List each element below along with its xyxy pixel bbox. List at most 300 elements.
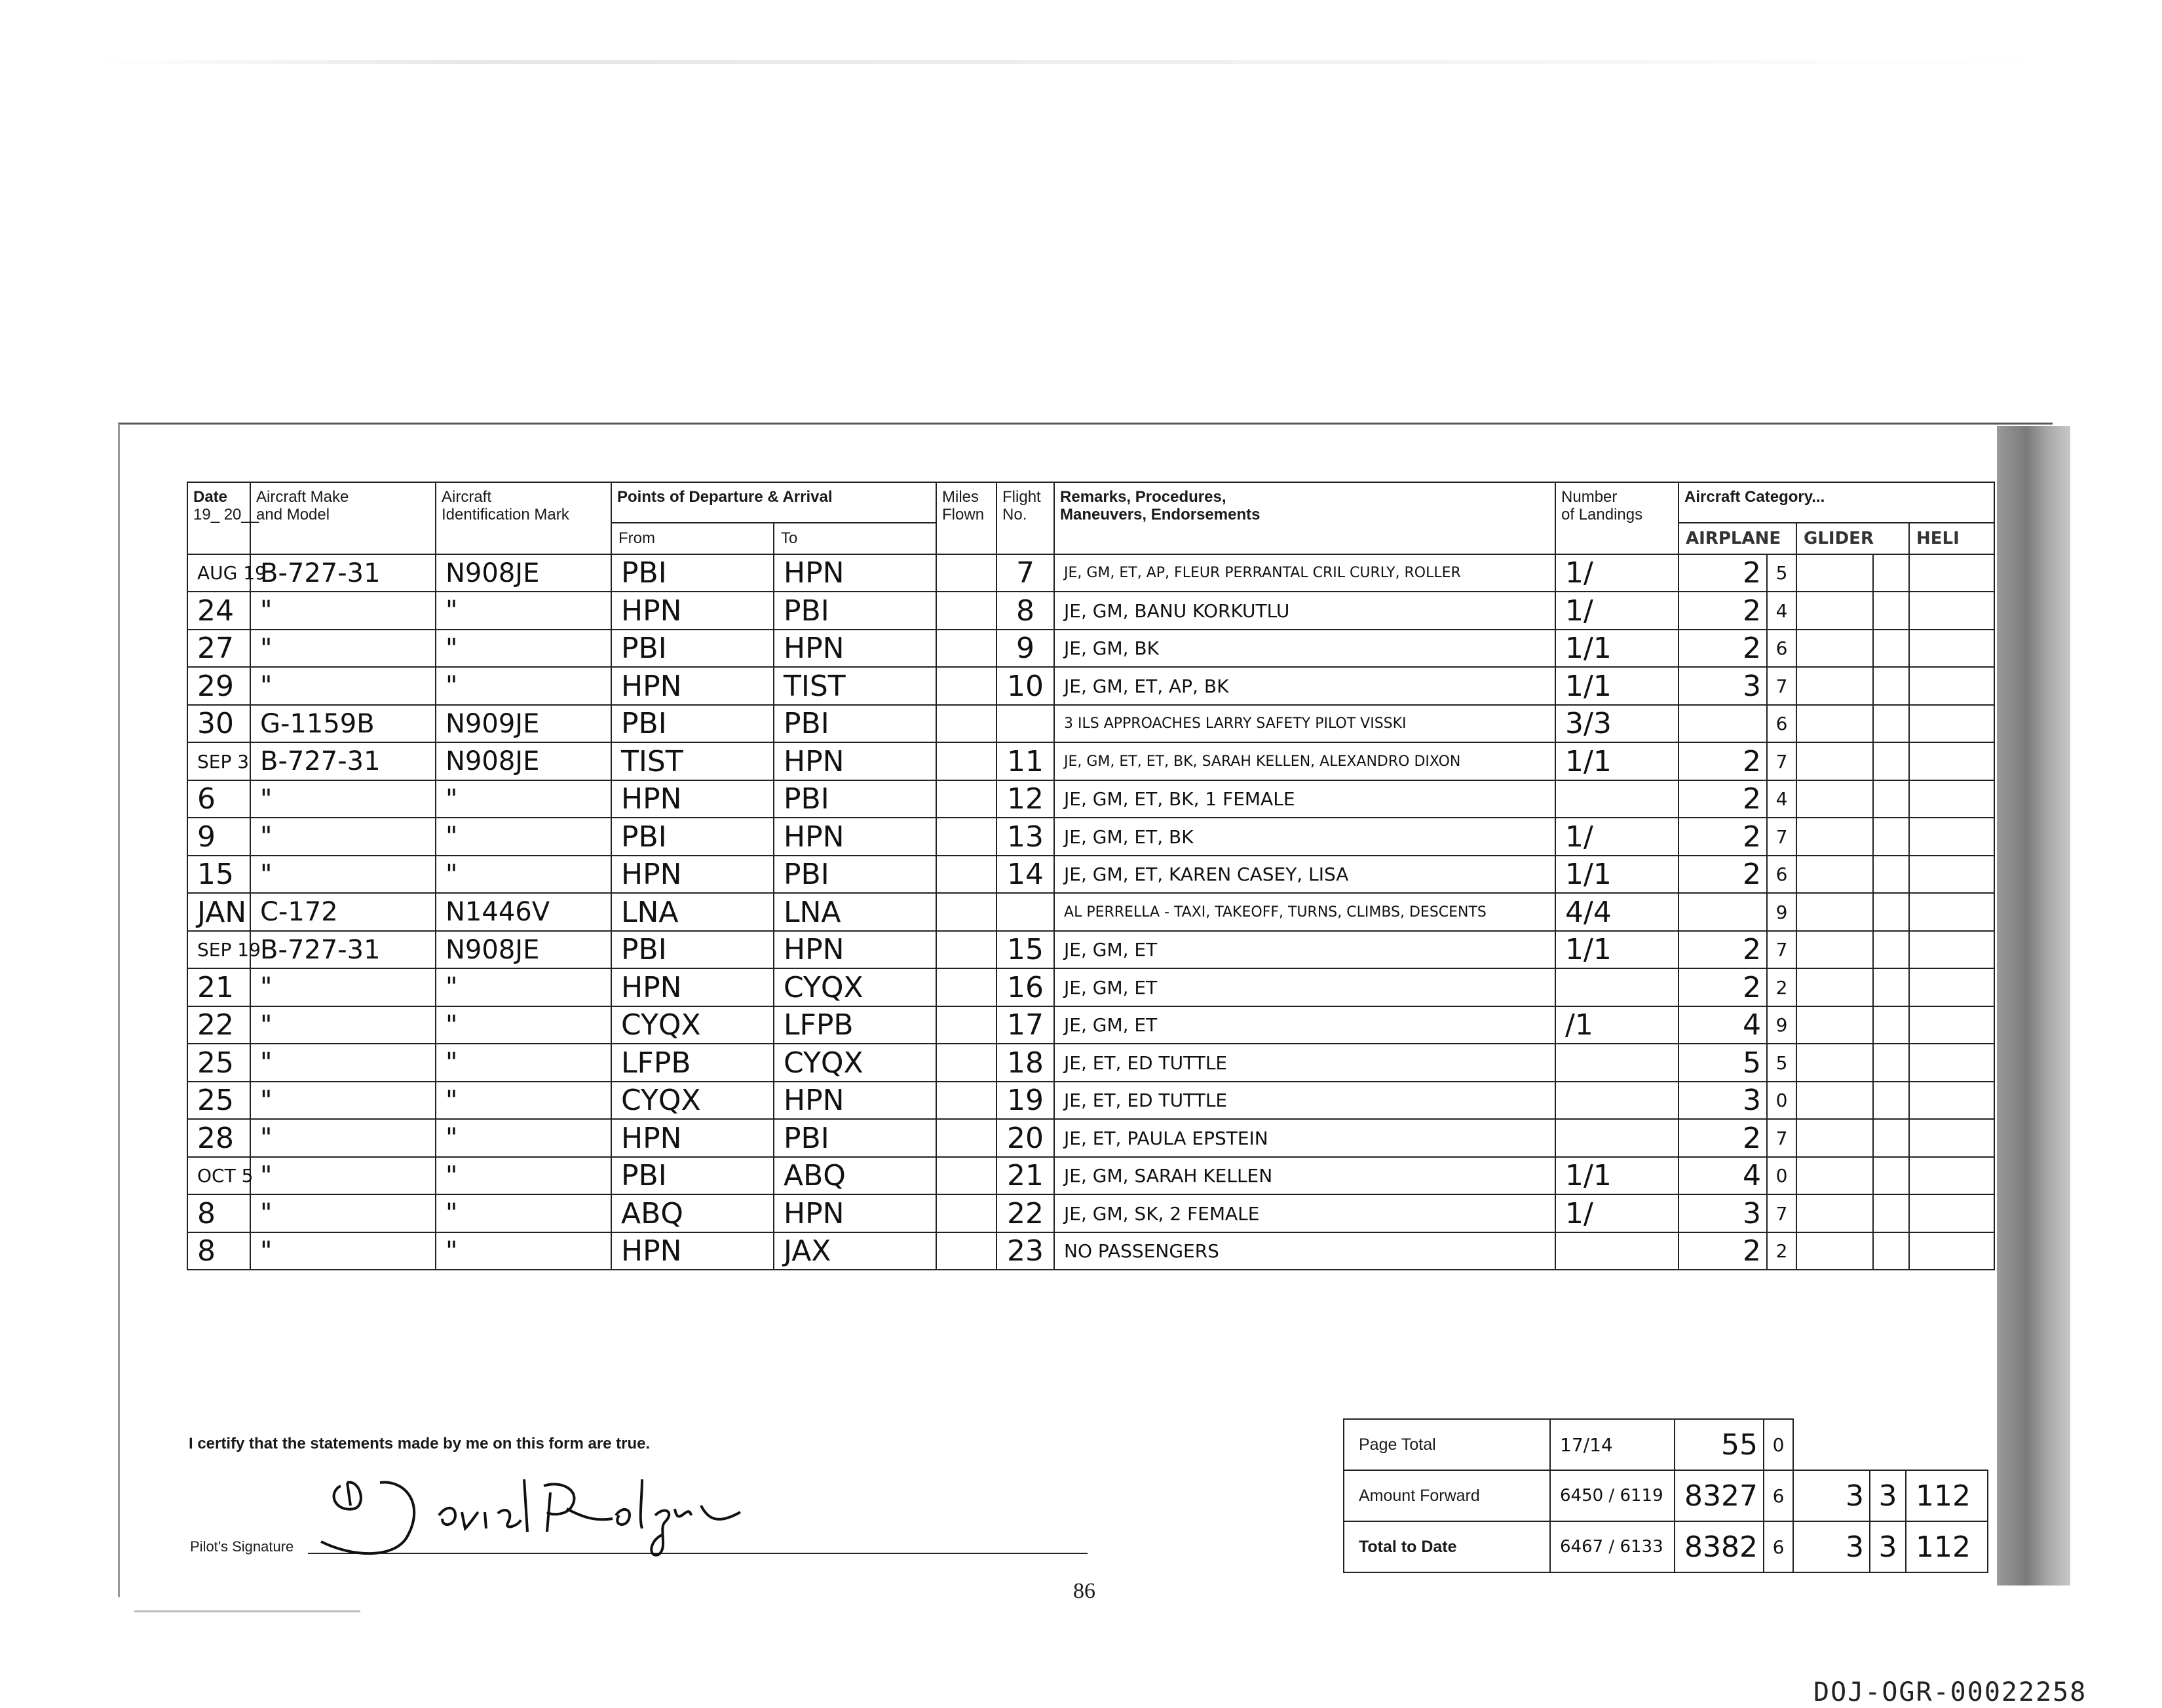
heli-cell [1909,742,1994,780]
ident-cell: " [436,1082,611,1119]
model-cell: " [250,667,436,705]
hours-cell: 2 [1678,931,1767,968]
ident-cell: " [436,1157,611,1194]
from-cell: HPN [611,856,774,893]
heli-cell [1909,893,1994,931]
forward-landings: 6450 / 6119 [1550,1470,1675,1521]
hours-cell: 2 [1678,592,1767,630]
glider-cell [1796,1119,1873,1157]
to-cell: ABQ [774,1157,936,1194]
header-row [187,482,1994,523]
log-entry-row [187,592,1994,630]
glider-tenths-cell [1873,818,1909,856]
miles-cell [936,1044,996,1082]
remarks-cell: JE, GM, ET, AP, FLEUR PERRANTAL CRIL CURLY, ROLLER [1054,554,1555,592]
log-entries [187,554,1994,1270]
date-cell: AUG 19 [187,554,250,592]
landings-cell: 1/ [1555,592,1678,630]
from-cell: HPN [611,1119,774,1157]
glider-cell [1796,1232,1873,1270]
flight-cell: 15 [996,931,1054,968]
forward-glider-a: 3 [1793,1470,1870,1521]
ident-cell: N909JE [436,705,611,742]
date-cell: SEP 3 [187,742,250,780]
glider-cell [1796,893,1873,931]
heli-cell [1909,1119,1994,1157]
heli-cell [1909,1082,1994,1119]
miles-cell [936,742,996,780]
model-cell: C-172 [250,893,436,931]
to-cell: PBI [774,856,936,893]
glider-tenths-cell [1873,592,1909,630]
ident-cell: " [436,667,611,705]
remarks-header: Remarks, Procedures, Maneuvers, Endorsements [1054,482,1555,554]
glider-tenths-cell [1873,1157,1909,1194]
date-cell: OCT 5 [187,1157,250,1194]
from-cell: PBI [611,554,774,592]
flight-cell: 10 [996,667,1054,705]
remarks-cell: AL PERRELLA - TAXI, TAKEOFF, TURNS, CLIMBS, DESCENTS [1054,893,1555,931]
miles-cell [936,1157,996,1194]
flight-cell: 7 [996,554,1054,592]
to-cell: HPN [774,742,936,780]
hours-cell: 2 [1678,1232,1767,1270]
log-entry-row [187,742,1994,780]
to-cell: CYQX [774,968,936,1006]
model-cell: B-727-31 [250,931,436,968]
flight-cell: 17 [996,1006,1054,1044]
model-cell: " [250,968,436,1006]
page-edge-line [134,1610,360,1612]
heli-cell [1909,705,1994,742]
total-tenths: 6 [1764,1521,1793,1572]
flight-cell: 9 [996,630,1054,667]
tenths-cell: 5 [1767,554,1796,592]
total-to-date-label: Total to Date [1344,1521,1550,1572]
glider-cell [1796,818,1873,856]
remarks-cell: JE, ET, ED TUTTLE [1054,1082,1555,1119]
landings-cell [1555,1082,1678,1119]
glider-cell [1796,968,1873,1006]
hours-cell: 3 [1678,1194,1767,1232]
from-cell: HPN [611,780,774,818]
landings-cell: 1/ [1555,1194,1678,1232]
date-cell: 25 [187,1082,250,1119]
totals-table [1343,1418,1988,1573]
miles-cell [936,705,996,742]
log-entry-row [187,630,1994,667]
ident-cell: " [436,1194,611,1232]
from-cell: PBI [611,1157,774,1194]
hours-cell: 4 [1678,1006,1767,1044]
log-entry-row [187,780,1994,818]
glider-cell [1796,1006,1873,1044]
log-entry-row [187,968,1994,1006]
to-cell: TIST [774,667,936,705]
log-entry-row [187,893,1994,931]
date-cell: 8 [187,1194,250,1232]
ident-cell: N908JE [436,742,611,780]
glider-tenths-cell [1873,1044,1909,1082]
signature-label: Pilot's Signature [190,1538,294,1555]
heli-cell [1909,856,1994,893]
forward-glider-b: 3 [1870,1470,1906,1521]
total-landings: 6467 / 6133 [1550,1521,1675,1572]
date-cell: 15 [187,856,250,893]
model-cell: B-727-31 [250,742,436,780]
ident-cell: " [436,1232,611,1270]
hours-cell: 2 [1678,968,1767,1006]
ident-cell: " [436,1006,611,1044]
hours-cell: 2 [1678,1119,1767,1157]
from-header: From [611,523,774,554]
hours-cell: 4 [1678,1157,1767,1194]
page-total-row [1344,1419,1988,1470]
log-entry-row [187,1044,1994,1082]
ident-cell: N908JE [436,554,611,592]
hours-cell: 2 [1678,856,1767,893]
landings-cell: /1 [1555,1006,1678,1044]
page-total-landings: 17/14 [1550,1419,1675,1470]
tenths-cell: 4 [1767,780,1796,818]
miles-cell [936,968,996,1006]
points-header: Points of Departure & Arrival [611,482,936,523]
landings-cell: 3/3 [1555,705,1678,742]
tenths-cell: 0 [1767,1082,1796,1119]
to-cell: HPN [774,931,936,968]
landings-cell [1555,1119,1678,1157]
tenths-cell: 2 [1767,968,1796,1006]
model-cell: " [250,1082,436,1119]
from-cell: LNA [611,893,774,931]
date-cell: 30 [187,705,250,742]
glider-cell [1796,742,1873,780]
tenths-cell: 6 [1767,856,1796,893]
from-cell: HPN [611,1232,774,1270]
date-cell: 22 [187,1006,250,1044]
hours-cell: 3 [1678,1082,1767,1119]
page-binding-edge [1997,426,2070,1585]
landings-cell: 1/1 [1555,1157,1678,1194]
to-cell: HPN [774,1194,936,1232]
date-cell: SEP 19 [187,931,250,968]
model-cell: " [250,1044,436,1082]
remarks-cell: JE, GM, BK [1054,630,1555,667]
date-cell: 6 [187,780,250,818]
tenths-cell: 0 [1767,1157,1796,1194]
handwritten-signature [308,1466,780,1565]
heli-cell [1909,630,1994,667]
from-cell: TIST [611,742,774,780]
glider-tenths-cell [1873,1119,1909,1157]
remarks-cell: JE, ET, ED TUTTLE [1054,1044,1555,1082]
remarks-cell: JE, GM, BANU KORKUTLU [1054,592,1555,630]
heli-cell [1909,1157,1994,1194]
date-cell: 25 [187,1044,250,1082]
ident-cell: " [436,818,611,856]
model-cell: " [250,1157,436,1194]
tenths-cell: 6 [1767,705,1796,742]
landings-cell: 1/1 [1555,630,1678,667]
remarks-cell: 3 ILS APPROACHES LARRY SAFETY PILOT VISSKI [1054,705,1555,742]
landings-cell: 1/1 [1555,856,1678,893]
glider-tenths-cell [1873,667,1909,705]
to-cell: HPN [774,1082,936,1119]
model-cell: " [250,818,436,856]
to-cell: JAX [774,1232,936,1270]
log-entry-row [187,1232,1994,1270]
tenths-cell: 6 [1767,630,1796,667]
miles-cell [936,1082,996,1119]
flight-cell: 18 [996,1044,1054,1082]
hours-cell: 2 [1678,554,1767,592]
to-cell: PBI [774,592,936,630]
flight-cell: 21 [996,1157,1054,1194]
glider-tenths-cell [1873,931,1909,968]
certification-text: I certify that the statements made by me on this form are true. [189,1435,651,1452]
glider-cell [1796,856,1873,893]
from-cell: ABQ [611,1194,774,1232]
tenths-cell: 2 [1767,1232,1796,1270]
date-cell: 8 [187,1232,250,1270]
ident-cell: " [436,592,611,630]
amount-forward-label: Amount Forward [1344,1470,1550,1521]
model-cell: " [250,856,436,893]
tenths-cell: 7 [1767,742,1796,780]
miles-cell [936,1232,996,1270]
tenths-cell: 7 [1767,1194,1796,1232]
flight-cell: 8 [996,592,1054,630]
tenths-cell: 7 [1767,667,1796,705]
miles-cell [936,554,996,592]
log-entry-row [187,1006,1994,1044]
landings-cell [1555,1044,1678,1082]
page-total-label: Page Total [1344,1419,1550,1470]
glider-cell [1796,705,1873,742]
from-cell: HPN [611,592,774,630]
flight-cell: 19 [996,1082,1054,1119]
from-cell: PBI [611,630,774,667]
heli-cell [1909,1044,1994,1082]
landings-cell: 1/ [1555,818,1678,856]
remarks-cell: JE, GM, ET, AP, BK [1054,667,1555,705]
glider-cell [1796,630,1873,667]
miles-cell [936,818,996,856]
miles-cell [936,630,996,667]
date-cell: 21 [187,968,250,1006]
log-entry-row [187,667,1994,705]
from-cell: CYQX [611,1006,774,1044]
heli-cell [1909,968,1994,1006]
date-cell: 29 [187,667,250,705]
miles-cell [936,780,996,818]
hours-cell: 2 [1678,780,1767,818]
miles-header: Miles Flown [936,482,996,554]
from-cell: HPN [611,667,774,705]
date-cell: JAN [187,893,250,931]
flight-cell: 13 [996,818,1054,856]
hours-cell [1678,705,1767,742]
miles-cell [936,893,996,931]
remarks-cell: JE, GM, ET, ET, BK, SARAH KELLEN, ALEXANDRO DIXON [1054,742,1555,780]
remarks-cell: NO PASSENGERS [1054,1232,1555,1270]
forward-tenths: 6 [1764,1470,1793,1521]
miles-cell [936,592,996,630]
page-total-tenths: 0 [1764,1419,1793,1470]
make-model-header: Aircraft Make and Model [250,482,436,554]
glider-tenths-cell [1873,856,1909,893]
glider-cell [1796,554,1873,592]
log-entry-row [187,856,1994,893]
flight-cell: 14 [996,856,1054,893]
landings-cell: 1/ [1555,554,1678,592]
hours-cell: 2 [1678,630,1767,667]
glider-tenths-cell [1873,1006,1909,1044]
hours-cell: 3 [1678,667,1767,705]
from-cell: PBI [611,931,774,968]
hours-cell: 2 [1678,818,1767,856]
landings-header: Number of Landings [1555,482,1678,554]
tenths-cell: 7 [1767,818,1796,856]
total-to-date-row [1344,1521,1988,1572]
date-cell: 24 [187,592,250,630]
miles-cell [936,856,996,893]
miles-cell [936,931,996,968]
flight-cell: 20 [996,1119,1054,1157]
glider-tenths-cell [1873,630,1909,667]
heli-cell [1909,818,1994,856]
to-cell: HPN [774,554,936,592]
category-airplane: AIRPLANE [1678,523,1796,554]
to-cell: HPN [774,630,936,667]
remarks-cell: JE, ET, PAULA EPSTEIN [1054,1119,1555,1157]
to-cell: LNA [774,893,936,931]
model-cell: " [250,1232,436,1270]
glider-cell [1796,1194,1873,1232]
ident-cell: N908JE [436,931,611,968]
heli-cell [1909,1006,1994,1044]
glider-tenths-cell [1873,742,1909,780]
model-cell: " [250,1006,436,1044]
document-id: DOJ-OGR-00022258 [1813,1677,2087,1707]
glider-cell [1796,1082,1873,1119]
date-cell: 28 [187,1119,250,1157]
flight-cell: 23 [996,1232,1054,1270]
tenths-cell: 7 [1767,931,1796,968]
log-entry-row [187,1157,1994,1194]
glider-tenths-cell [1873,1232,1909,1270]
ident-cell: " [436,630,611,667]
landings-cell: 4/4 [1555,893,1678,931]
log-entry-row [187,705,1994,742]
forward-hours: 8327 [1675,1470,1764,1521]
tenths-cell: 9 [1767,1006,1796,1044]
remarks-cell: JE, GM, SARAH KELLEN [1054,1157,1555,1194]
forward-heli: 112 [1906,1470,1988,1521]
heli-cell [1909,780,1994,818]
log-entry-row [187,554,1994,592]
remarks-cell: JE, GM, ET [1054,968,1555,1006]
landings-cell: 1/1 [1555,742,1678,780]
heli-cell [1909,1232,1994,1270]
glider-tenths-cell [1873,968,1909,1006]
model-cell: " [250,630,436,667]
date-header: Date 19_ 20__ [187,482,250,554]
scan-artifact-line [98,60,2051,64]
remarks-cell: JE, GM, ET [1054,931,1555,968]
flight-cell: 22 [996,1194,1054,1232]
from-cell: HPN [611,968,774,1006]
page-total-hours: 55 [1675,1419,1764,1470]
from-cell: CYQX [611,1082,774,1119]
flight-cell: 16 [996,968,1054,1006]
remarks-cell: JE, GM, ET, BK [1054,818,1555,856]
from-cell: LFPB [611,1044,774,1082]
log-entry-row [187,1194,1994,1232]
flight-cell [996,893,1054,931]
heli-cell [1909,667,1994,705]
to-cell: PBI [774,780,936,818]
flight-cell: 11 [996,742,1054,780]
log-entry-row [187,1119,1994,1157]
tenths-cell: 4 [1767,592,1796,630]
glider-cell [1796,1044,1873,1082]
flight-log-table [187,482,1995,1270]
model-cell: " [250,1119,436,1157]
date-cell: 27 [187,630,250,667]
glider-tenths-cell [1873,780,1909,818]
glider-tenths-cell [1873,893,1909,931]
ident-cell: N1446V [436,893,611,931]
to-cell: CYQX [774,1044,936,1082]
hours-cell: 5 [1678,1044,1767,1082]
to-cell: PBI [774,705,936,742]
category-heli: HELI [1909,523,1994,554]
model-cell: " [250,592,436,630]
total-glider-b: 3 [1870,1521,1906,1572]
landings-cell [1555,968,1678,1006]
landings-cell [1555,1232,1678,1270]
miles-cell [936,1006,996,1044]
heli-cell [1909,931,1994,968]
tenths-cell: 5 [1767,1044,1796,1082]
tenths-cell: 9 [1767,893,1796,931]
landings-cell [1555,780,1678,818]
category-glider: GLIDER [1796,523,1909,554]
total-hours: 8382 [1675,1521,1764,1572]
ident-mark-header: Aircraft Identification Mark [436,482,611,554]
ident-cell: " [436,780,611,818]
model-cell: G-1159B [250,705,436,742]
remarks-cell: JE, GM, SK, 2 FEMALE [1054,1194,1555,1232]
remarks-cell: JE, GM, ET [1054,1006,1555,1044]
miles-cell [936,1194,996,1232]
heli-cell [1909,554,1994,592]
landings-cell: 1/1 [1555,931,1678,968]
hours-cell [1678,893,1767,931]
glider-cell [1796,592,1873,630]
glider-cell [1796,1157,1873,1194]
log-entry-row [187,931,1994,968]
model-cell: " [250,1194,436,1232]
glider-tenths-cell [1873,705,1909,742]
from-cell: PBI [611,705,774,742]
glider-cell [1796,780,1873,818]
model-cell: B-727-31 [250,554,436,592]
log-entry-row [187,818,1994,856]
log-entry-row [187,1082,1994,1119]
glider-tenths-cell [1873,554,1909,592]
